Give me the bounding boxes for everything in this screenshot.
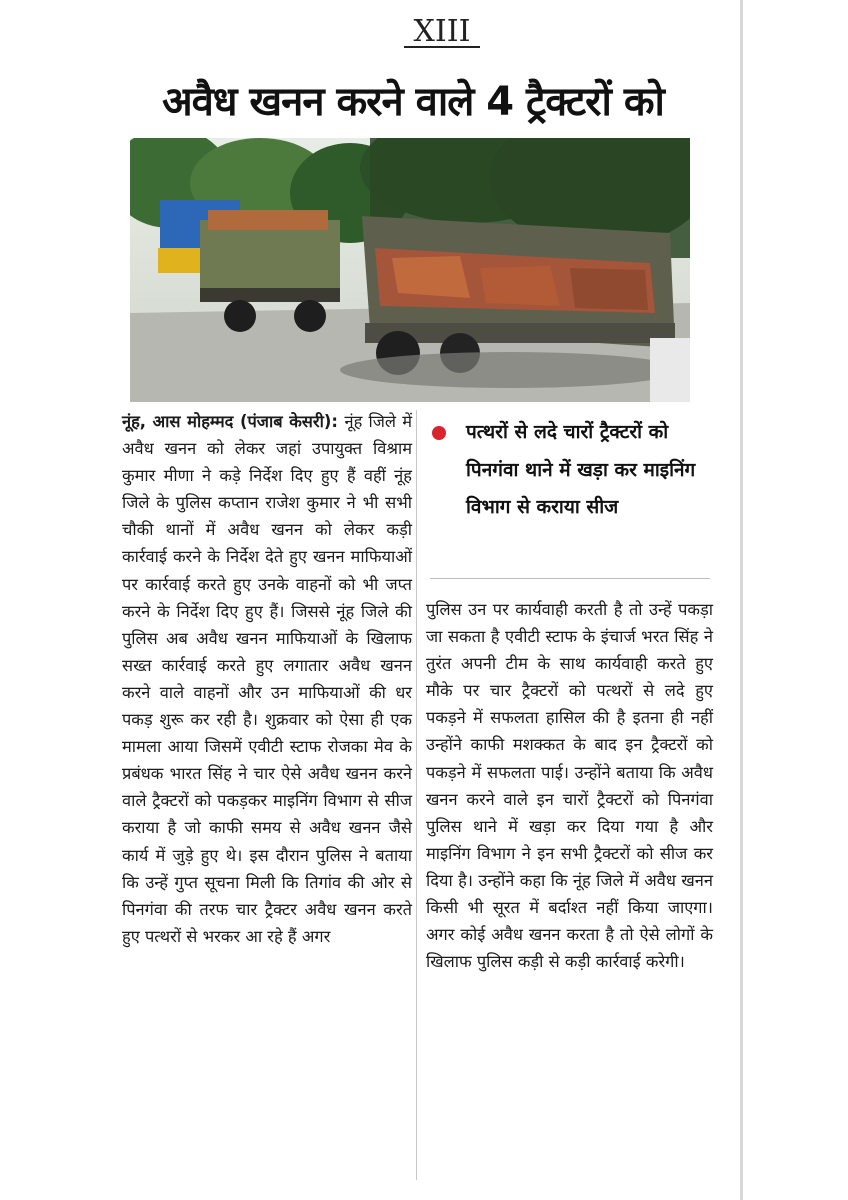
dateline: नूंह, आस मोहम्मद (पंजाब केसरी): bbox=[122, 412, 345, 431]
page-number: XIII bbox=[402, 14, 482, 50]
tractors-photo-illustration bbox=[130, 138, 690, 402]
headline: अवैध खनन करने वाले 4 ट्रैक्टरों को bbox=[162, 79, 664, 125]
article-body-right: पुलिस उन पर कार्यवाही करती है तो उन्हें पकड़ा जा सकता है एवीटी स्टाफ के इंचार्ज भरत सिंह ने तुरंत अपनी टीम के साथ कार्यवाही करते हुए मौके पर चार ट्रैक्टरों को पत्थरों से लदे हुए पकड़ने में सफलता हासिल की है इतना ही नहीं उन्होंने काफी मशक्कत के बाद इन ट्रैक्टरों को पकड़ने में सफलता पाई। उन्होंने बताया कि अवैध खनन करने वाले इन चारों ट्रैक्टरों को पिनगंवा पुलिस थाने में खड़ा कर दिया गया है और माइनिंग विभाग ने इन सभी ट्रैक्टरों को सीज कर दिया है। उन्होंने कहा कि नूंह जिले में अवैध खनन किसी भी सूरत में बर्दाश्त नहीं किया जाएगा। अगर कोई अवैध खनन करता है तो ऐसे लोगों के खिलाफ पुलिस कड़ी से कड़ी कार्रवाई करेगी। bbox=[426, 600, 713, 972]
highlight-box bbox=[432, 414, 712, 574]
column-divider bbox=[416, 410, 417, 1180]
news-photo bbox=[130, 138, 690, 402]
article-body-left: नूंह जिले में अवैध खनन को लेकर जहां उपायुक्त विश्राम कुमार मीणा ने कड़े निर्देश दिए हुए हैं वहीं नूंह जिले के पुलिस कप्तान राजेश कुमार ने भी सभी चौकी थानों में अवैध खनन को लेकर कड़ी कार्रवाई करने के निर्देश देते हुए खनन माफियाओं पर कार्रवाई करते हुए उनके वाहनों को भी जप्त करने के निर्देश दिए हुए हैं। जिससे नूंह जिले की पुलिस अब अवैध खनन माफियाओं के खिलाफ सख्त कार्रवाई करते हुए लगातार अवैध खनन करने वाले वाहनों और उन माफियाओं की धर पकड़ शुरू कर रही है। शुक्रवार को ऐसा ही एक मामला आया जिसमें एवीटी स्टाफ रोजका मेव के प्रबंधक भारत सिंह ने चार ऐसे अवैध खनन करने वाले ट्रैक्टरों को पकड़कर माइनिंग विभाग से सीज कराया है जो काफी समय से अवैध खनन जैसे कार्य में जुड़े हुए थे। इस दौरान पुलिस ने बताया कि उन्हें गुप्त सूचना मिली कि तिगांव की ओर से पिनगंवा की तरफ चार ट्रैक्टर अवैध खनन करते हुए पत्थरों से भरकर आ रहे हैं अगर bbox=[122, 412, 412, 946]
clipping-edge bbox=[740, 0, 743, 1200]
article-column-left bbox=[122, 408, 412, 1178]
article-column-right bbox=[426, 596, 713, 1176]
highlight-text: पत्थरों से लदे चारों ट्रैक्टरों को पिनगंवा थाने में खड़ा कर माइनिंग विभाग से कराया सीज bbox=[466, 421, 696, 518]
highlight-divider bbox=[430, 578, 710, 579]
red-bullet-icon bbox=[432, 426, 446, 440]
